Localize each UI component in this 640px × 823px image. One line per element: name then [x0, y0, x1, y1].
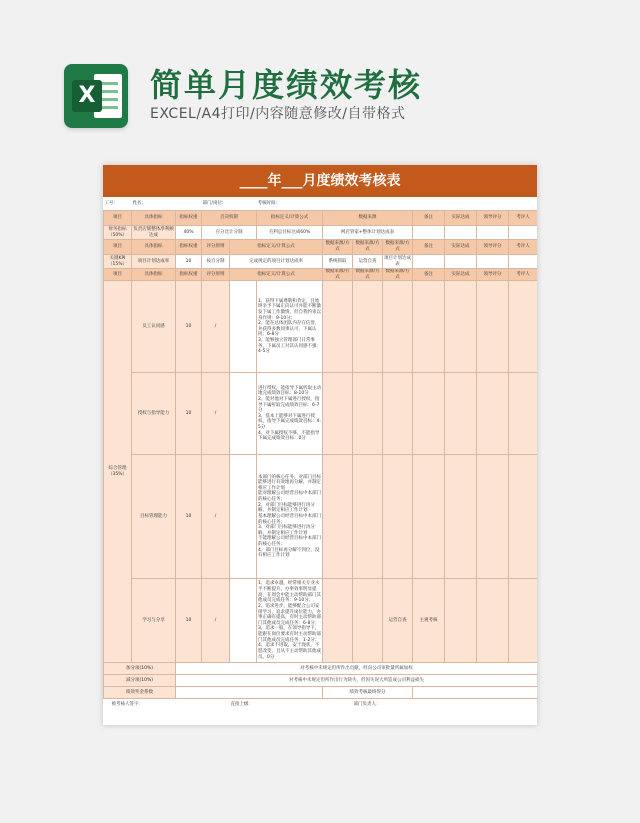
- header-row-3: 项目 具体指标 指标权重 评分原则 指标定义/计算公式 数据来源/方式 数据来源/方式 数据来源/方式 备注 实际达成 领导评分 考评人: [104, 269, 538, 281]
- info-dept: 部门/岗位:: [202, 200, 224, 206]
- logo-letter: X: [72, 80, 102, 112]
- header-row-2: 项目 具体指标 指标权重 评分原则 指标定义/计算公式 数据来源/方式 数据来源/方式 数据来源/方式 备注 实际达成 领导评分 考评人: [104, 240, 538, 255]
- sheet-banner: ____年___月度绩效考核表: [103, 165, 537, 197]
- group-label: 综合管理（35%）: [104, 281, 132, 663]
- item-row-2: 授权与指导能力 10 / 进行授权，能指导下属听取主动地完成绩效目标：8-10分 2、能对他对下属进行授权，指导下属听取完成绩效目标：6-7分 3、基本上能够对下属进行授权，指导下属完成绩效目标：4-5分 4、对下属授权不够，不能指导下属完成绩效目标：0分: [104, 373, 538, 455]
- coefficient-row: 绩效奖金系数 绩效考核最终得分: [104, 687, 538, 699]
- page-subtitle: EXCEL/A4打印/内容随意修改/自带格式: [150, 106, 406, 122]
- info-name: 姓名:: [132, 200, 144, 206]
- finance-row: 财务指标（50%） 负责店铺整体净利额达成 40% 百分比计分制 毛利总目标达成60% 网店管家+整体计划达成表: [104, 226, 538, 240]
- item-row-1: 综合管理（35%） 员工认同感 10 / 1、获得下属尊敬和肯定，且始终争予下属正向认可并能不断激发下属工作激情，但自我约束以身作则：9-10分； 2、能在总体团队内存在信誉，并获得多数同事认可，下属认同；6-8分 3、能够独立管理部门日常事务，下属员工对其认同感不强：4-5分: [104, 281, 538, 373]
- info-row: [104, 197, 538, 211]
- dept-head-signature: 部门负责人：: [353, 702, 381, 708]
- appraisal-table: [103, 197, 537, 711]
- page-header: [0, 0, 640, 150]
- employee-signature: 被考核人签字：: [111, 702, 143, 708]
- header-row-1: 项目 具体指标 指标权重 否决机制 指标定义/计算公式 数据来源 备注 实际达成 领导评分 考评人: [104, 211, 538, 226]
- excel-logo-icon: [64, 64, 128, 128]
- signature-row: [104, 699, 538, 712]
- bonus-row: 加分项(10%) 对考核中未规定但所作出贡献，经向公司审批量所属加权: [104, 663, 538, 675]
- deduction-row: 减分项(10%) 对考核中未规定但所作出行为缺失，但因失误大所造成公司利益损失: [104, 675, 538, 687]
- info-id: 工号:: [104, 200, 116, 206]
- spreadsheet-preview: [103, 165, 537, 725]
- info-time: 考核时间:: [257, 200, 278, 206]
- supervisor-signature: 直接上级：: [230, 702, 253, 708]
- page-title: 简单月度绩效考核: [150, 66, 423, 104]
- item-row-4: 学习与分享 10 / 1、追求卓越，经常相关专业水平不断提升，办事效率明显提高，在周会中能主动帮助部门其他成员完成任务：9-10分； 2、追求进步，能够配合公司安排学习，追求提升岗位能力，办事正确有提高，有时主动帮助部门其他成员完成任务：6-8分； 3、追求一般，在领导指导下，能跟在岗位要求有时主动帮助部门其他成员完成任务：1-2分； 4、追求不进取，安于现状，不愿改变，且从不主动帮助其他成员。0分 运营自查 主观考核: [104, 579, 538, 663]
- kpi-row: 关键KPI（15%） 项目计划达成率 10 按百分制 完成规定的项目计划达成率 系统抓取 运营自查 项目计划达成表: [104, 255, 538, 269]
- item-row-3: 目标管理能力 10 / 本部门的核心任务，对部门目标能够进行有效地再分解，并制定相应工作计划 能对理解公司经营目标中本部门的核心任务； 2、对部门目标能够进行再分解，并制定相应工作计划 基本理解公司经营目标中本部门的核心任务； 3、对部门目标能够进行再分解，并制定相应工作计划 不能理解公司经营目标中本部门的核心任务； 4、部门目标再分解不到位，没有相应工作计划: [104, 455, 538, 579]
